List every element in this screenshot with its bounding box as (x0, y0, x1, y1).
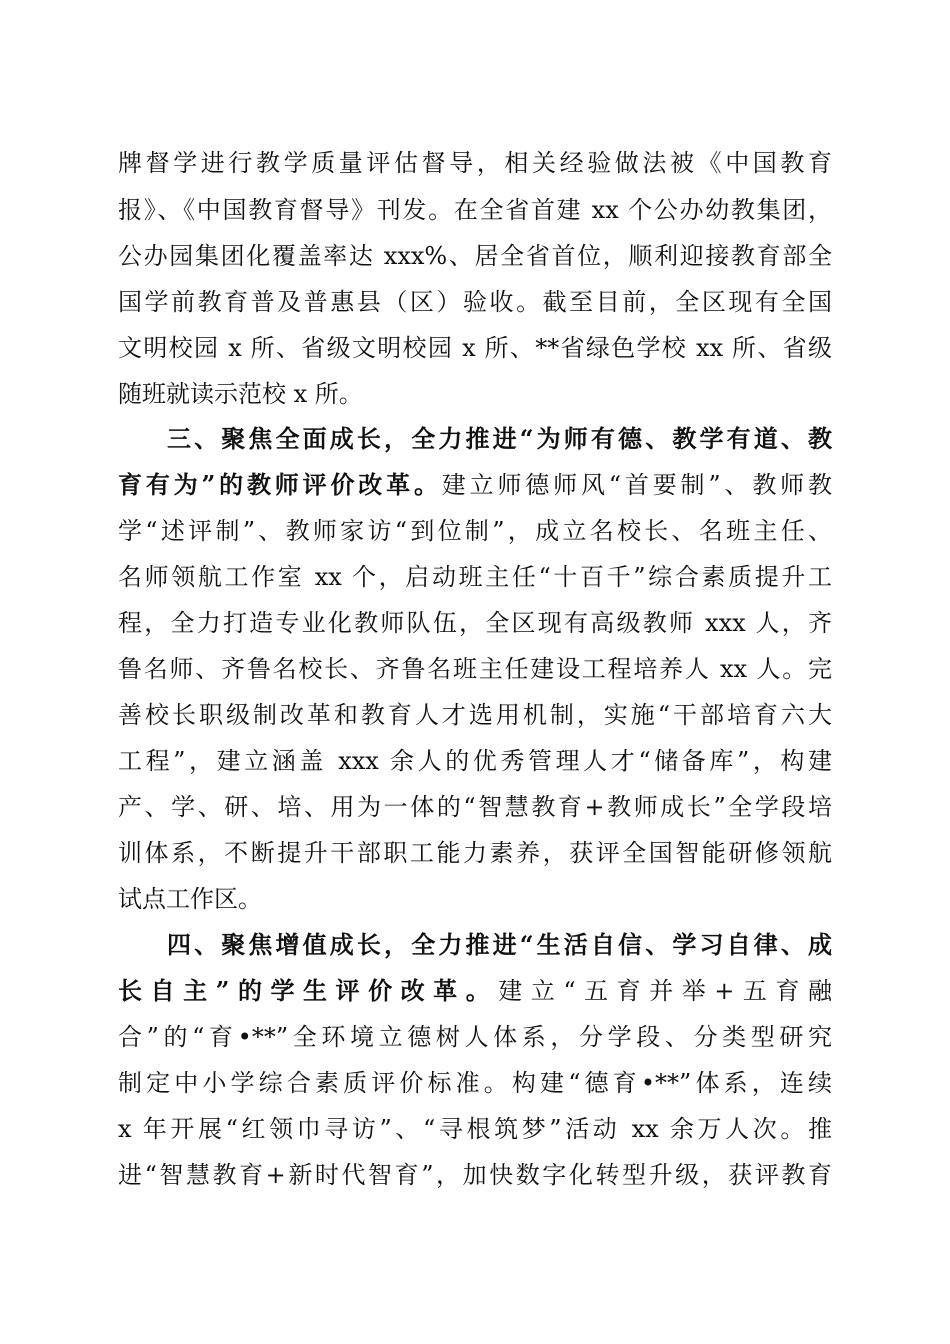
section-4-line-2 (118, 968, 832, 1014)
section-3-body-line: 善校长职级制改革和教育人才选用机制，实施“干部培育六大 (118, 701, 832, 729)
paragraph-1-line-4: 国学前教育普及普惠县（区）验收。截至目前，全区现有全国 (118, 288, 832, 316)
section-3-heading-line-2: 育有为”的教师评价改革。 (118, 470, 442, 499)
section-3-heading-line-1: 三、聚焦全面成长，全力推进“为师有德、教学有道、教 (167, 424, 832, 453)
section-4-heading-line-2: 长自主”的学生评价改革。 (118, 976, 499, 1005)
paragraph-1-line-2: 报》、《中国教育督导》刊发。在全省首建 xx 个公办幼教集团， (118, 196, 832, 224)
section-3-body-line: 试点工作区。 (118, 885, 262, 913)
section-3-body-line: 程，全力打造专业化教师队伍，全区现有高级教师 xxx 人，齐 (118, 609, 832, 637)
section-3-body-line: 名师领航工作室 xx 个，启动班主任“十百千”综合素质提升工 (118, 563, 832, 591)
section-4-line-2-rest: 建立“五育并举+五育融 (498, 977, 832, 1005)
paragraph-1-line-5: 文明校园 x 所、省级文明校园 x 所、**省绿色学校 xx 所、省级 (118, 334, 832, 362)
section-3-line-2 (118, 462, 832, 508)
section-3-body-line: 产、学、研、培、用为一体的“智慧教育+教师成长”全学段培 (118, 793, 832, 821)
section-3-body-line: 训体系，不断提升干部职工能力素养，获评全国智能研修领航 (118, 839, 832, 867)
section-4-heading-line-1: 四、聚焦增值成长，全力推进“生活自信、学习自律、成 (167, 930, 832, 959)
paragraph-1-line-1: 牌督学进行教学质量评估督导，相关经验做法被《中国教育 (118, 149, 832, 177)
section-4-body-line: 制定中小学综合素质评价标准。构建“德育•**”体系，连续 (118, 1069, 832, 1097)
section-4-body-line: 进“智慧教育+新时代智育”，加快数字化转型升级，获评教育 (118, 1161, 832, 1189)
paragraph-1-line-3: 公办园集团化覆盖率达 xxx%、居全省首位，顺利迎接教育部全 (118, 242, 832, 270)
paragraph-1-line-6: 随班就读示范校 x 所。 (118, 380, 363, 408)
section-3-body-line: 鲁名师、齐鲁名校长、齐鲁名班主任建设工程培养人 xx 人。完 (118, 655, 832, 683)
section-4-body-line: 合”的“育•**”全环境立德树人体系，分学段、分类型研究 (118, 1023, 832, 1051)
section-4-body-line: x 年开展“红领巾寻访”、“寻根筑梦”活动 xx 余万人次。推 (118, 1115, 832, 1143)
section-3-body-line: 学“述评制”、教师家访“到位制”，成立名校长、名班主任、 (118, 517, 832, 545)
section-3-line-2-rest: 建立师德师风“首要制”、教师教 (441, 471, 832, 499)
section-3-body-line: 工程”，建立涵盖 xxx 余人的优秀管理人才“储备库”，构建 (118, 747, 832, 775)
